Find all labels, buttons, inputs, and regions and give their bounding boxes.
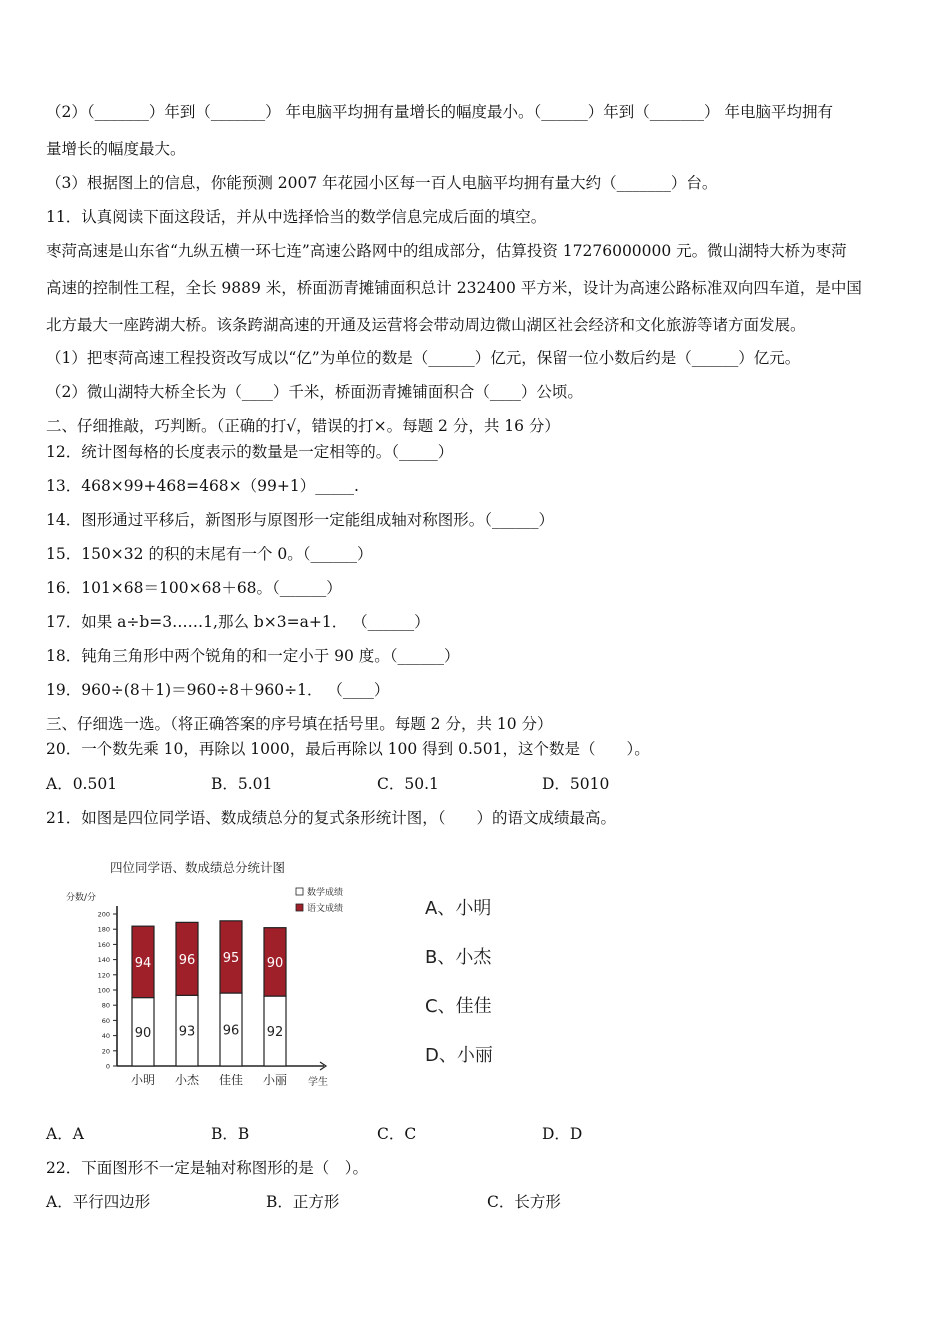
x-tick-label: 小丽 xyxy=(262,1073,288,1087)
y-tick-label: 160 xyxy=(97,940,110,949)
q19: 19．960÷(8＋1)＝960÷8＋960÷1． （____） xyxy=(46,681,390,699)
q11-title: 11．认真阅读下面这段话，并从中选择恰当的数学信息完成后面的填空。 xyxy=(46,208,547,226)
q22-option-b[interactable]: B．正方形 xyxy=(266,1193,340,1211)
q17: 17．如果 a÷b=3……1,那么 b×3=a+1． （______） xyxy=(46,613,430,631)
q11-part2: （2）微山湖特大桥全长为（____）千米，桥面沥青摊铺面积合（____）公顷。 xyxy=(46,383,583,401)
section2-heading: 二、仔细推敲，巧判断。（正确的打√，错误的打×。每题 2 分，共 16 分） xyxy=(46,417,560,435)
q11-paragraph-line1: 枣菏高速是山东省“九纵五横一环七连”高速公路网中的组成部分，估算投资 17276000000 元。微山湖特大桥为枣菏 xyxy=(46,242,847,260)
y-tick-label: 20 xyxy=(101,1047,110,1056)
x-tick-label: 小杰 xyxy=(174,1073,200,1087)
x-tick-label: 小明 xyxy=(130,1073,156,1087)
q13: 13．468×99+468=468×（99+1）_____. xyxy=(46,477,359,495)
q16: 16．101×68＝100×68＋68。（______） xyxy=(46,579,342,597)
data-label-math: 96 xyxy=(222,1023,240,1039)
y-tick-label: 140 xyxy=(97,956,110,965)
q20-option-b[interactable]: B．5.01 xyxy=(211,775,273,793)
q22-option-c[interactable]: C．长方形 xyxy=(487,1193,561,1211)
q22: 22．下面图形不一定是轴对称图形的是（ ）。 xyxy=(46,1159,368,1177)
q20-option-d[interactable]: D．5010 xyxy=(542,775,610,793)
q22-option-a[interactable]: A．平行四边形 xyxy=(46,1193,151,1211)
q21: 21．如图是四位同学语、数成绩总分的复式条形统计图，（ ）的语文成绩最高。 xyxy=(46,809,616,827)
y-tick-label: 100 xyxy=(97,986,110,995)
y-axis-label: 分数/分 xyxy=(66,893,97,903)
chart-option-c: C、佳佳 xyxy=(425,996,492,1017)
y-tick-label: 60 xyxy=(101,1016,110,1025)
q20-option-a[interactable]: A．0.501 xyxy=(46,775,118,793)
q20-option-c[interactable]: C．50.1 xyxy=(377,775,439,793)
y-tick-label: 80 xyxy=(101,1001,110,1010)
q11-paragraph-line3: 北方最大一座跨湖大桥。该条跨湖高速的开通及运营将会带动周边微山湖区社会经济和文化旅游等诸方面发展。 xyxy=(46,316,806,334)
data-label-math: 92 xyxy=(266,1025,284,1041)
q21-option-a[interactable]: A．A xyxy=(46,1125,84,1143)
q10-part3: （3）根据图上的信息，你能预测 2007 年花园小区每一百人电脑平均拥有量大约（_______）台。 xyxy=(46,174,718,192)
y-tick-label: 180 xyxy=(97,925,110,934)
legend-label-math: 数学成绩 xyxy=(307,888,344,898)
data-label-chinese: 94 xyxy=(134,955,152,971)
q11-paragraph-line2: 高速的控制性工程，全长 9889 米，桥面沥青摊铺面积总计 232400 平方米，设计为高速公路标准双向四车道，是中国 xyxy=(46,279,862,297)
q12: 12．统计图每格的长度表示的数量是一定相等的。（_____） xyxy=(46,443,454,461)
score-bar-chart xyxy=(62,852,352,1102)
q10-part2-line1: （2）（_______）年到（_______） 年电脑平均拥有量增长的幅度最小。（______）年到（_______） 年电脑平均拥有 xyxy=(46,103,833,121)
y-tick-label: 200 xyxy=(97,910,110,919)
data-label-chinese: 96 xyxy=(178,952,196,968)
x-tick-label: 佳佳 xyxy=(218,1073,244,1087)
legend-label-chinese: 语文成绩 xyxy=(307,904,344,914)
data-label-math: 93 xyxy=(178,1024,196,1040)
y-tick-label: 120 xyxy=(97,971,110,980)
q14: 14．图形通过平移后，新图形与原图形一定能组成轴对称图形。（______） xyxy=(46,511,554,529)
chart-option-a: A、小明 xyxy=(425,898,492,919)
chart-option-b: B、小杰 xyxy=(425,947,492,968)
x-axis-label: 学生 xyxy=(308,1077,328,1088)
legend-swatch-math xyxy=(296,888,303,895)
y-tick-label: 40 xyxy=(101,1032,110,1041)
data-label-chinese: 95 xyxy=(222,950,240,966)
q10-part2-line2: 量增长的幅度最大。 xyxy=(46,140,186,158)
q21-option-d[interactable]: D．D xyxy=(542,1125,583,1143)
q20: 20．一个数先乘 10，再除以 1000，最后再除以 100 得到 0.501，这个数是（ ）。 xyxy=(46,740,650,758)
data-label-chinese: 90 xyxy=(266,955,284,971)
legend-swatch-chinese xyxy=(296,904,303,911)
section3-heading: 三、仔细选一选。（将正确答案的序号填在括号里。每题 2 分，共 10 分） xyxy=(46,715,553,733)
q18: 18．钝角三角形中两个锐角的和一定小于 90 度。（______） xyxy=(46,647,460,665)
y-tick-label: 0 xyxy=(105,1062,110,1071)
q21-option-c[interactable]: C．C xyxy=(377,1125,417,1143)
q11-part1: （1）把枣菏高速工程投资改写成以“亿”为单位的数是（______）亿元，保留一位小数后约是（______）亿元。 xyxy=(46,349,801,367)
data-label-math: 90 xyxy=(134,1025,152,1041)
chart-title: 四位同学语、数成绩总分统计图 xyxy=(110,860,286,875)
q15: 15．150×32 的积的末尾有一个 0。（______） xyxy=(46,545,373,563)
chart-option-d: D、小丽 xyxy=(425,1045,493,1066)
q21-option-b[interactable]: B．B xyxy=(211,1125,250,1143)
